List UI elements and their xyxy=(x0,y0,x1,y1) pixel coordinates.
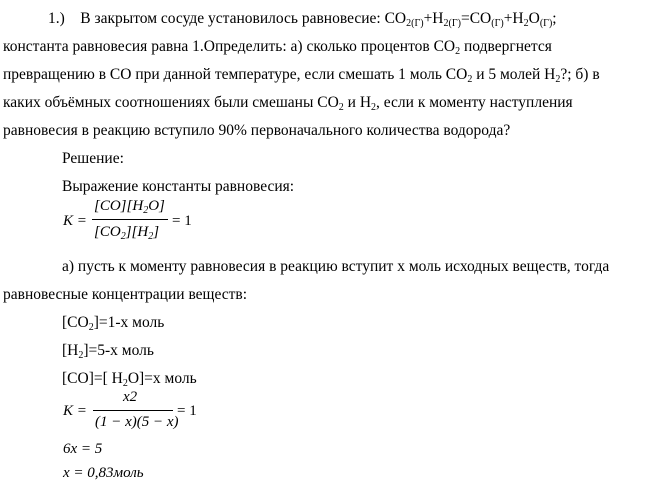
problem-text: ?; б) в xyxy=(560,66,600,83)
formula-part: [CO]=[ H xyxy=(62,370,123,387)
formula-part: [CO][H xyxy=(94,198,144,214)
k1-lhs: K = xyxy=(63,213,87,229)
problem-line-2 xyxy=(3,37,651,57)
k2-rhs: = 1 xyxy=(177,403,197,419)
subscript: 2(Г) xyxy=(406,18,424,29)
subscript: 2 xyxy=(122,378,128,389)
formula-part: ] xyxy=(153,224,160,240)
formula-part: O xyxy=(528,10,540,27)
problem-text: В закрытом сосуде установилось равновесие: CO xyxy=(80,10,407,27)
problem-number: 1.) xyxy=(48,10,65,27)
problem-text: равновесия в реакцию вступило 90% первоначального количества водорода? xyxy=(3,122,511,139)
subscript: 2 xyxy=(143,205,149,216)
problem-line-3 xyxy=(3,65,651,85)
concentration-co-h2o xyxy=(62,369,659,389)
unit-text: моль xyxy=(113,465,144,481)
problem-text: каких объёмных соотношениях были смешаны CO xyxy=(3,94,339,111)
problem-text: константа равновесия равна 1.Определить: а) сколько процентов CO xyxy=(3,38,456,55)
formula-part: ]=1-х моль xyxy=(93,314,165,331)
problem-line-4 xyxy=(3,93,651,113)
subscript: (Г) xyxy=(491,18,504,29)
formula-part: x = 0,83 xyxy=(63,465,114,481)
heading-text: Решение: xyxy=(62,150,124,167)
k1-denominator xyxy=(94,224,159,241)
k1-fraction-bar xyxy=(92,219,168,220)
formula-part: O]=х моль xyxy=(127,370,197,387)
subscript: 2 xyxy=(88,322,94,333)
k1-rhs: = 1 xyxy=(172,213,192,229)
concentration-co2 xyxy=(62,313,659,333)
subscript: 2 xyxy=(523,18,529,29)
expression-label xyxy=(62,177,659,197)
formula-part: [CO xyxy=(62,314,89,331)
subscript: 2 xyxy=(120,231,126,242)
label-text: Выражение константы равновесия: xyxy=(62,178,295,195)
concentration-h2 xyxy=(62,341,659,361)
k2-denominator: (1 − x)(5 − x) xyxy=(95,414,179,430)
paragraph-a-line-2 xyxy=(3,285,659,305)
problem-text: превращению в CO при данной температуре, если смешать 1 моль CO xyxy=(3,66,468,83)
subscript: 2 xyxy=(555,74,561,85)
problem-line-1 xyxy=(48,9,652,29)
formula-part: +H xyxy=(423,10,444,27)
subscript: 2 xyxy=(338,102,344,113)
formula-part: =CO xyxy=(460,10,492,27)
subscript: 2 xyxy=(148,231,154,242)
problem-line-5 xyxy=(3,121,659,141)
formula-part: [CO xyxy=(94,224,121,240)
problem-text: , если к моменту наступления xyxy=(376,94,573,111)
problem-text: подвергнется xyxy=(460,38,552,55)
k2-fraction-bar xyxy=(93,410,173,411)
formula-part: +H xyxy=(503,10,524,27)
k2-lhs: K = xyxy=(63,403,87,419)
subscript: 2 xyxy=(371,102,377,113)
equation-6x: 6x = 5 xyxy=(63,441,103,457)
paragraph-text: равновесные концентрации веществ: xyxy=(3,286,248,303)
subscript: 2(Г) xyxy=(443,18,461,29)
paragraph-text: а) пусть к моменту равновесия в реакцию вступит х моль исходных веществ, тогда xyxy=(62,258,610,275)
problem-text: и 5 молей H xyxy=(472,66,556,83)
k1-numerator xyxy=(94,198,165,215)
k2-numerator: x2 xyxy=(123,389,138,405)
formula-part: O] xyxy=(148,198,165,214)
formula-part: [H xyxy=(62,342,79,359)
subscript: 2 xyxy=(467,74,473,85)
paragraph-a-line-1 xyxy=(62,257,659,277)
subscript: 2 xyxy=(78,350,84,361)
formula-part: ][H xyxy=(125,224,149,240)
equation-x-value xyxy=(63,465,144,482)
subscript: 2 xyxy=(455,46,461,57)
formula-part: ; xyxy=(552,10,557,27)
formula-part: ]=5-х моль xyxy=(83,342,154,359)
solution-heading xyxy=(62,149,659,169)
subscript: (Г) xyxy=(539,18,553,29)
problem-text: и H xyxy=(343,94,372,111)
